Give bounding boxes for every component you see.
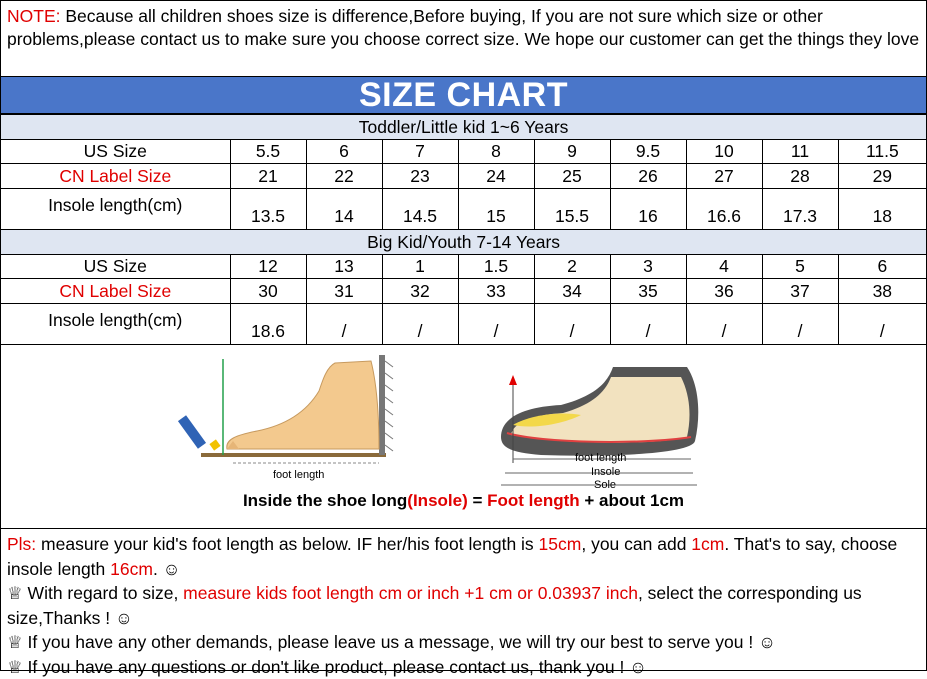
- table-cell: 29: [838, 164, 926, 189]
- table-cell: 17.3: [762, 189, 838, 230]
- table-cell: 14: [306, 189, 382, 230]
- measurement-caption: [1, 491, 926, 511]
- caption-about: + about 1cm: [580, 491, 684, 510]
- instructions-section: [1, 529, 926, 679]
- instruction-text: , you can add: [581, 534, 691, 554]
- table-row: [1, 279, 926, 304]
- table-cell: 2: [534, 255, 610, 279]
- instruction-prefix: Pls:: [7, 534, 36, 554]
- table-cell: /: [306, 304, 382, 345]
- table-cell: 8: [458, 140, 534, 164]
- note-prefix: NOTE:: [7, 6, 60, 26]
- table-cell: /: [686, 304, 762, 345]
- table-cell: /: [838, 304, 926, 345]
- big-kid-heading: Big Kid/Youth 7-14 Years: [1, 230, 926, 255]
- table-cell: /: [610, 304, 686, 345]
- table-cell: 37: [762, 279, 838, 304]
- table-cell: 6: [838, 255, 926, 279]
- cn-label-size-label: CN Label Size: [1, 164, 230, 189]
- table-cell: 18.6: [230, 304, 306, 345]
- table-cell: 25: [534, 164, 610, 189]
- table-cell: 24: [458, 164, 534, 189]
- caption-equals: =: [468, 491, 487, 510]
- table-cell: 5.5: [230, 140, 306, 164]
- table-cell: 26: [610, 164, 686, 189]
- instruction-line: [7, 581, 920, 630]
- table-cell: 9: [534, 140, 610, 164]
- table-cell: 12: [230, 255, 306, 279]
- instruction-highlight: 1cm: [691, 534, 724, 554]
- table-row: [1, 140, 926, 164]
- table-cell: 15: [458, 189, 534, 230]
- shoe-sole-label: Sole: [594, 479, 616, 491]
- table-cell: 10: [686, 140, 762, 164]
- table-cell: 4: [686, 255, 762, 279]
- table-cell: 27: [686, 164, 762, 189]
- table-cell: 11: [762, 140, 838, 164]
- table-cell: /: [762, 304, 838, 345]
- table-cell: 31: [306, 279, 382, 304]
- table-cell: 6: [306, 140, 382, 164]
- table-cell: /: [382, 304, 458, 345]
- shoe-insole-label: Insole: [591, 466, 620, 478]
- table-cell: 15.5: [534, 189, 610, 230]
- table-cell: 14.5: [382, 189, 458, 230]
- table-cell: 9.5: [610, 140, 686, 164]
- table-cell: 33: [458, 279, 534, 304]
- foot-length-label: foot length: [273, 469, 324, 481]
- table-cell: 35: [610, 279, 686, 304]
- insole-length-label: Insole length(cm): [1, 304, 230, 345]
- table-cell: 16: [610, 189, 686, 230]
- instruction-text: measure your kid's foot length as below. IF her/his foot length is: [36, 534, 538, 554]
- instruction-text: ♕ With regard to size,: [7, 583, 183, 603]
- table-cell: /: [534, 304, 610, 345]
- table-cell: 22: [306, 164, 382, 189]
- instruction-highlight: measure kids foot length cm or inch +1 cm or 0.03937 inch: [183, 583, 638, 603]
- table-cell: 11.5: [838, 140, 926, 164]
- us-size-label: US Size: [1, 140, 230, 164]
- table-cell: 7: [382, 140, 458, 164]
- caption-text: Inside the shoe long: [243, 491, 407, 510]
- instruction-highlight: 15cm: [539, 534, 582, 554]
- caption-insole: (Insole): [407, 491, 467, 510]
- table-cell: 23: [382, 164, 458, 189]
- cn-label-size-label: CN Label Size: [1, 279, 230, 304]
- table-cell: 32: [382, 279, 458, 304]
- table-cell: 16.6: [686, 189, 762, 230]
- table-cell: /: [458, 304, 534, 345]
- size-table: [1, 114, 926, 345]
- instruction-highlight: 16cm: [110, 559, 153, 579]
- table-cell: 30: [230, 279, 306, 304]
- table-cell: 3: [610, 255, 686, 279]
- note-section: [1, 1, 926, 77]
- instruction-text: . That's to say, choose insole length: [7, 534, 897, 579]
- us-size-label: US Size: [1, 255, 230, 279]
- table-cell: 1: [382, 255, 458, 279]
- table-cell: 36: [686, 279, 762, 304]
- shoe-foot-length-label: foot length: [575, 452, 626, 464]
- table-cell: 5: [762, 255, 838, 279]
- table-cell: 21: [230, 164, 306, 189]
- table-cell: 18: [838, 189, 926, 230]
- caption-foot-length: Foot length: [487, 491, 580, 510]
- foot-ruler-illustration: [178, 355, 393, 481]
- insole-length-label: Insole length(cm): [1, 189, 230, 230]
- table-cell: 28: [762, 164, 838, 189]
- table-row: [1, 304, 926, 345]
- instruction-line: [7, 532, 920, 581]
- table-row: [1, 189, 926, 230]
- note-text: Because all children shoes size is difference,Before buying, If you are not sure which size or other problems,please contact us to make sure you choose correct size. We hope our customer can get the things they love: [7, 6, 919, 49]
- instruction-text: , select the corresponding us size,Thanks ! ☺: [7, 583, 862, 628]
- instruction-line: ♕ If you have any other demands, please leave us a message, we will try our best to serve you ! ☺: [7, 630, 920, 655]
- instruction-line: ♕ If you have any questions or don't like product, please contact us, thank you ! ☺: [7, 655, 920, 679]
- size-chart-title: SIZE CHART: [1, 77, 926, 114]
- table-row: [1, 164, 926, 189]
- table-cell: 34: [534, 279, 610, 304]
- table-cell: 1.5: [458, 255, 534, 279]
- table-cell: 38: [838, 279, 926, 304]
- toddler-heading: Toddler/Little kid 1~6 Years: [1, 115, 926, 140]
- shoe-cross-section-illustration: [501, 367, 698, 491]
- measurement-diagram: [1, 345, 926, 529]
- table-cell: 13: [306, 255, 382, 279]
- table-row: [1, 255, 926, 279]
- table-cell: 13.5: [230, 189, 306, 230]
- instruction-text: . ☺: [153, 559, 181, 579]
